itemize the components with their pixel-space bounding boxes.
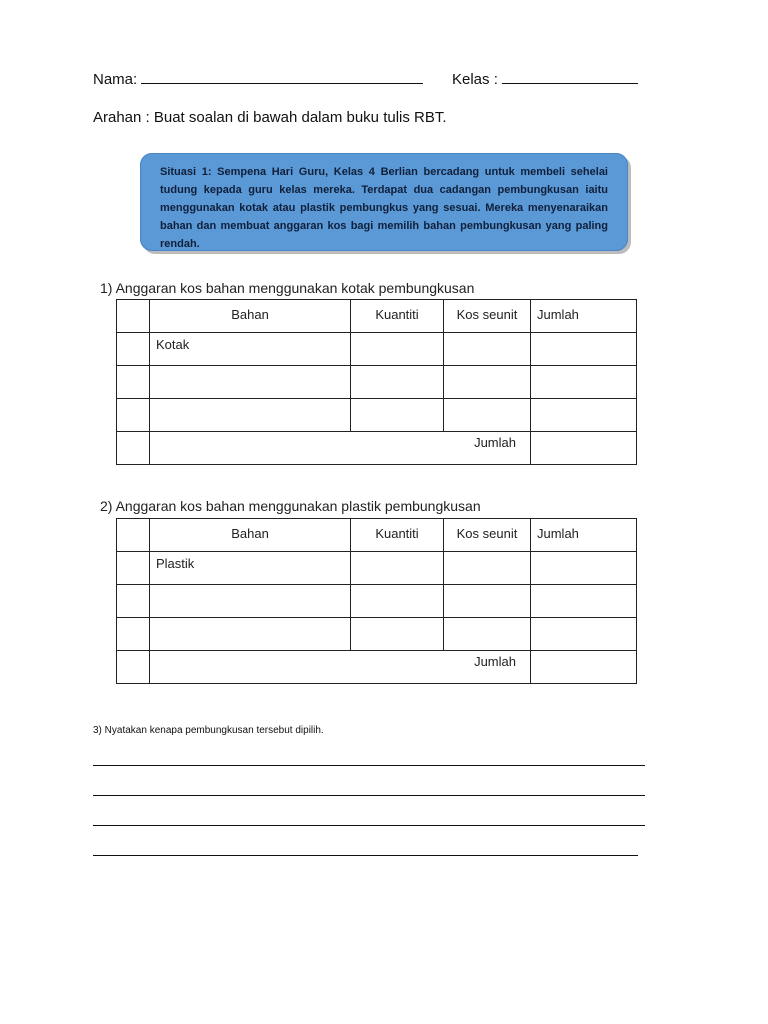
table-cell[interactable] <box>531 333 637 366</box>
header-cell-bahan: Bahan <box>150 519 351 552</box>
answer-line-1[interactable] <box>93 765 645 766</box>
table-row <box>117 552 637 585</box>
header-cell-kos-seunit: Kos seunit <box>444 300 531 333</box>
table-cell[interactable] <box>531 366 637 399</box>
table-cell[interactable] <box>117 432 150 465</box>
table-cell[interactable] <box>150 618 351 651</box>
table-row <box>117 618 637 651</box>
kelas-blank[interactable] <box>502 70 638 84</box>
table-row <box>117 585 637 618</box>
table-cell[interactable] <box>351 552 444 585</box>
total-label: Jumlah <box>150 651 531 684</box>
table-cell[interactable] <box>444 618 531 651</box>
table-cell[interactable] <box>444 585 531 618</box>
table2-title: 2) Anggaran kos bahan menggunakan plastik pembungkusan <box>100 498 481 514</box>
table-cell[interactable] <box>351 399 444 432</box>
table-cell[interactable] <box>444 552 531 585</box>
table-cell[interactable] <box>117 552 150 585</box>
header-cell-jumlah: Jumlah <box>531 519 637 552</box>
table-cell[interactable] <box>351 333 444 366</box>
item-cell-kotak: Kotak <box>150 333 351 366</box>
situation-text: Situasi 1: Sempena Hari Guru, Kelas 4 Berlian bercadang untuk membeli sehelai tudung kepada guru kelas mereka. Terdapat dua cadangan pembungkusan iaitu menggunakan kotak atau plastik pembungkus yang sesuai. Mereka menyenaraikan bahan dan membuat anggaran kos bagi memilih bahan pembungkusan yang paling rendah. <box>160 166 608 250</box>
header-cell-kuantiti: Kuantiti <box>351 519 444 552</box>
table-cell[interactable] <box>117 366 150 399</box>
table-cell[interactable] <box>150 399 351 432</box>
table-cell[interactable] <box>531 618 637 651</box>
table-cell[interactable] <box>150 366 351 399</box>
question3-text: 3) Nyatakan kenapa pembungkusan tersebut dipilih. <box>93 725 324 736</box>
nama-blank[interactable] <box>141 70 423 84</box>
table-cell[interactable] <box>117 399 150 432</box>
header-cell-no <box>117 519 150 552</box>
nama-label: Nama: <box>93 71 138 88</box>
table-cell[interactable] <box>444 399 531 432</box>
table-cell[interactable] <box>444 366 531 399</box>
instruction-text: Arahan : Buat soalan di bawah dalam buku tulis RBT. <box>93 109 447 126</box>
table-cell[interactable] <box>351 366 444 399</box>
item-cell-plastik: Plastik <box>150 552 351 585</box>
table-cell[interactable] <box>531 552 637 585</box>
table2-plastik <box>116 518 637 684</box>
table-cell[interactable] <box>444 333 531 366</box>
table-row <box>117 366 637 399</box>
table-total-row <box>117 651 637 684</box>
table-cell[interactable] <box>117 651 150 684</box>
table-cell[interactable] <box>351 585 444 618</box>
total-label: Jumlah <box>150 432 531 465</box>
header-cell-bahan: Bahan <box>150 300 351 333</box>
total-value-cell[interactable] <box>531 651 637 684</box>
table-cell[interactable] <box>117 585 150 618</box>
header-cell-kuantiti: Kuantiti <box>351 300 444 333</box>
kelas-field[interactable] <box>452 70 638 88</box>
table1-title: 1) Anggaran kos bahan menggunakan kotak pembungkusan <box>100 280 475 296</box>
table-total-row <box>117 432 637 465</box>
header-cell-no <box>117 300 150 333</box>
total-value-cell[interactable] <box>531 432 637 465</box>
table-header-row <box>117 300 637 333</box>
answer-line-2[interactable] <box>93 795 645 796</box>
kelas-label: Kelas : <box>452 71 498 88</box>
table-cell[interactable] <box>351 618 444 651</box>
table-row <box>117 399 637 432</box>
table-cell[interactable] <box>531 585 637 618</box>
table-header-row <box>117 519 637 552</box>
table-cell[interactable] <box>117 618 150 651</box>
table-row <box>117 333 637 366</box>
table1-kotak <box>116 299 637 465</box>
header-cell-kos-seunit: Kos seunit <box>444 519 531 552</box>
answer-line-4[interactable] <box>93 855 638 856</box>
situation-box <box>140 153 628 251</box>
table-cell[interactable] <box>531 399 637 432</box>
table-cell[interactable] <box>150 585 351 618</box>
header-cell-jumlah: Jumlah <box>531 300 637 333</box>
nama-field[interactable] <box>93 70 423 88</box>
answer-line-3[interactable] <box>93 825 645 826</box>
table-cell[interactable] <box>117 333 150 366</box>
